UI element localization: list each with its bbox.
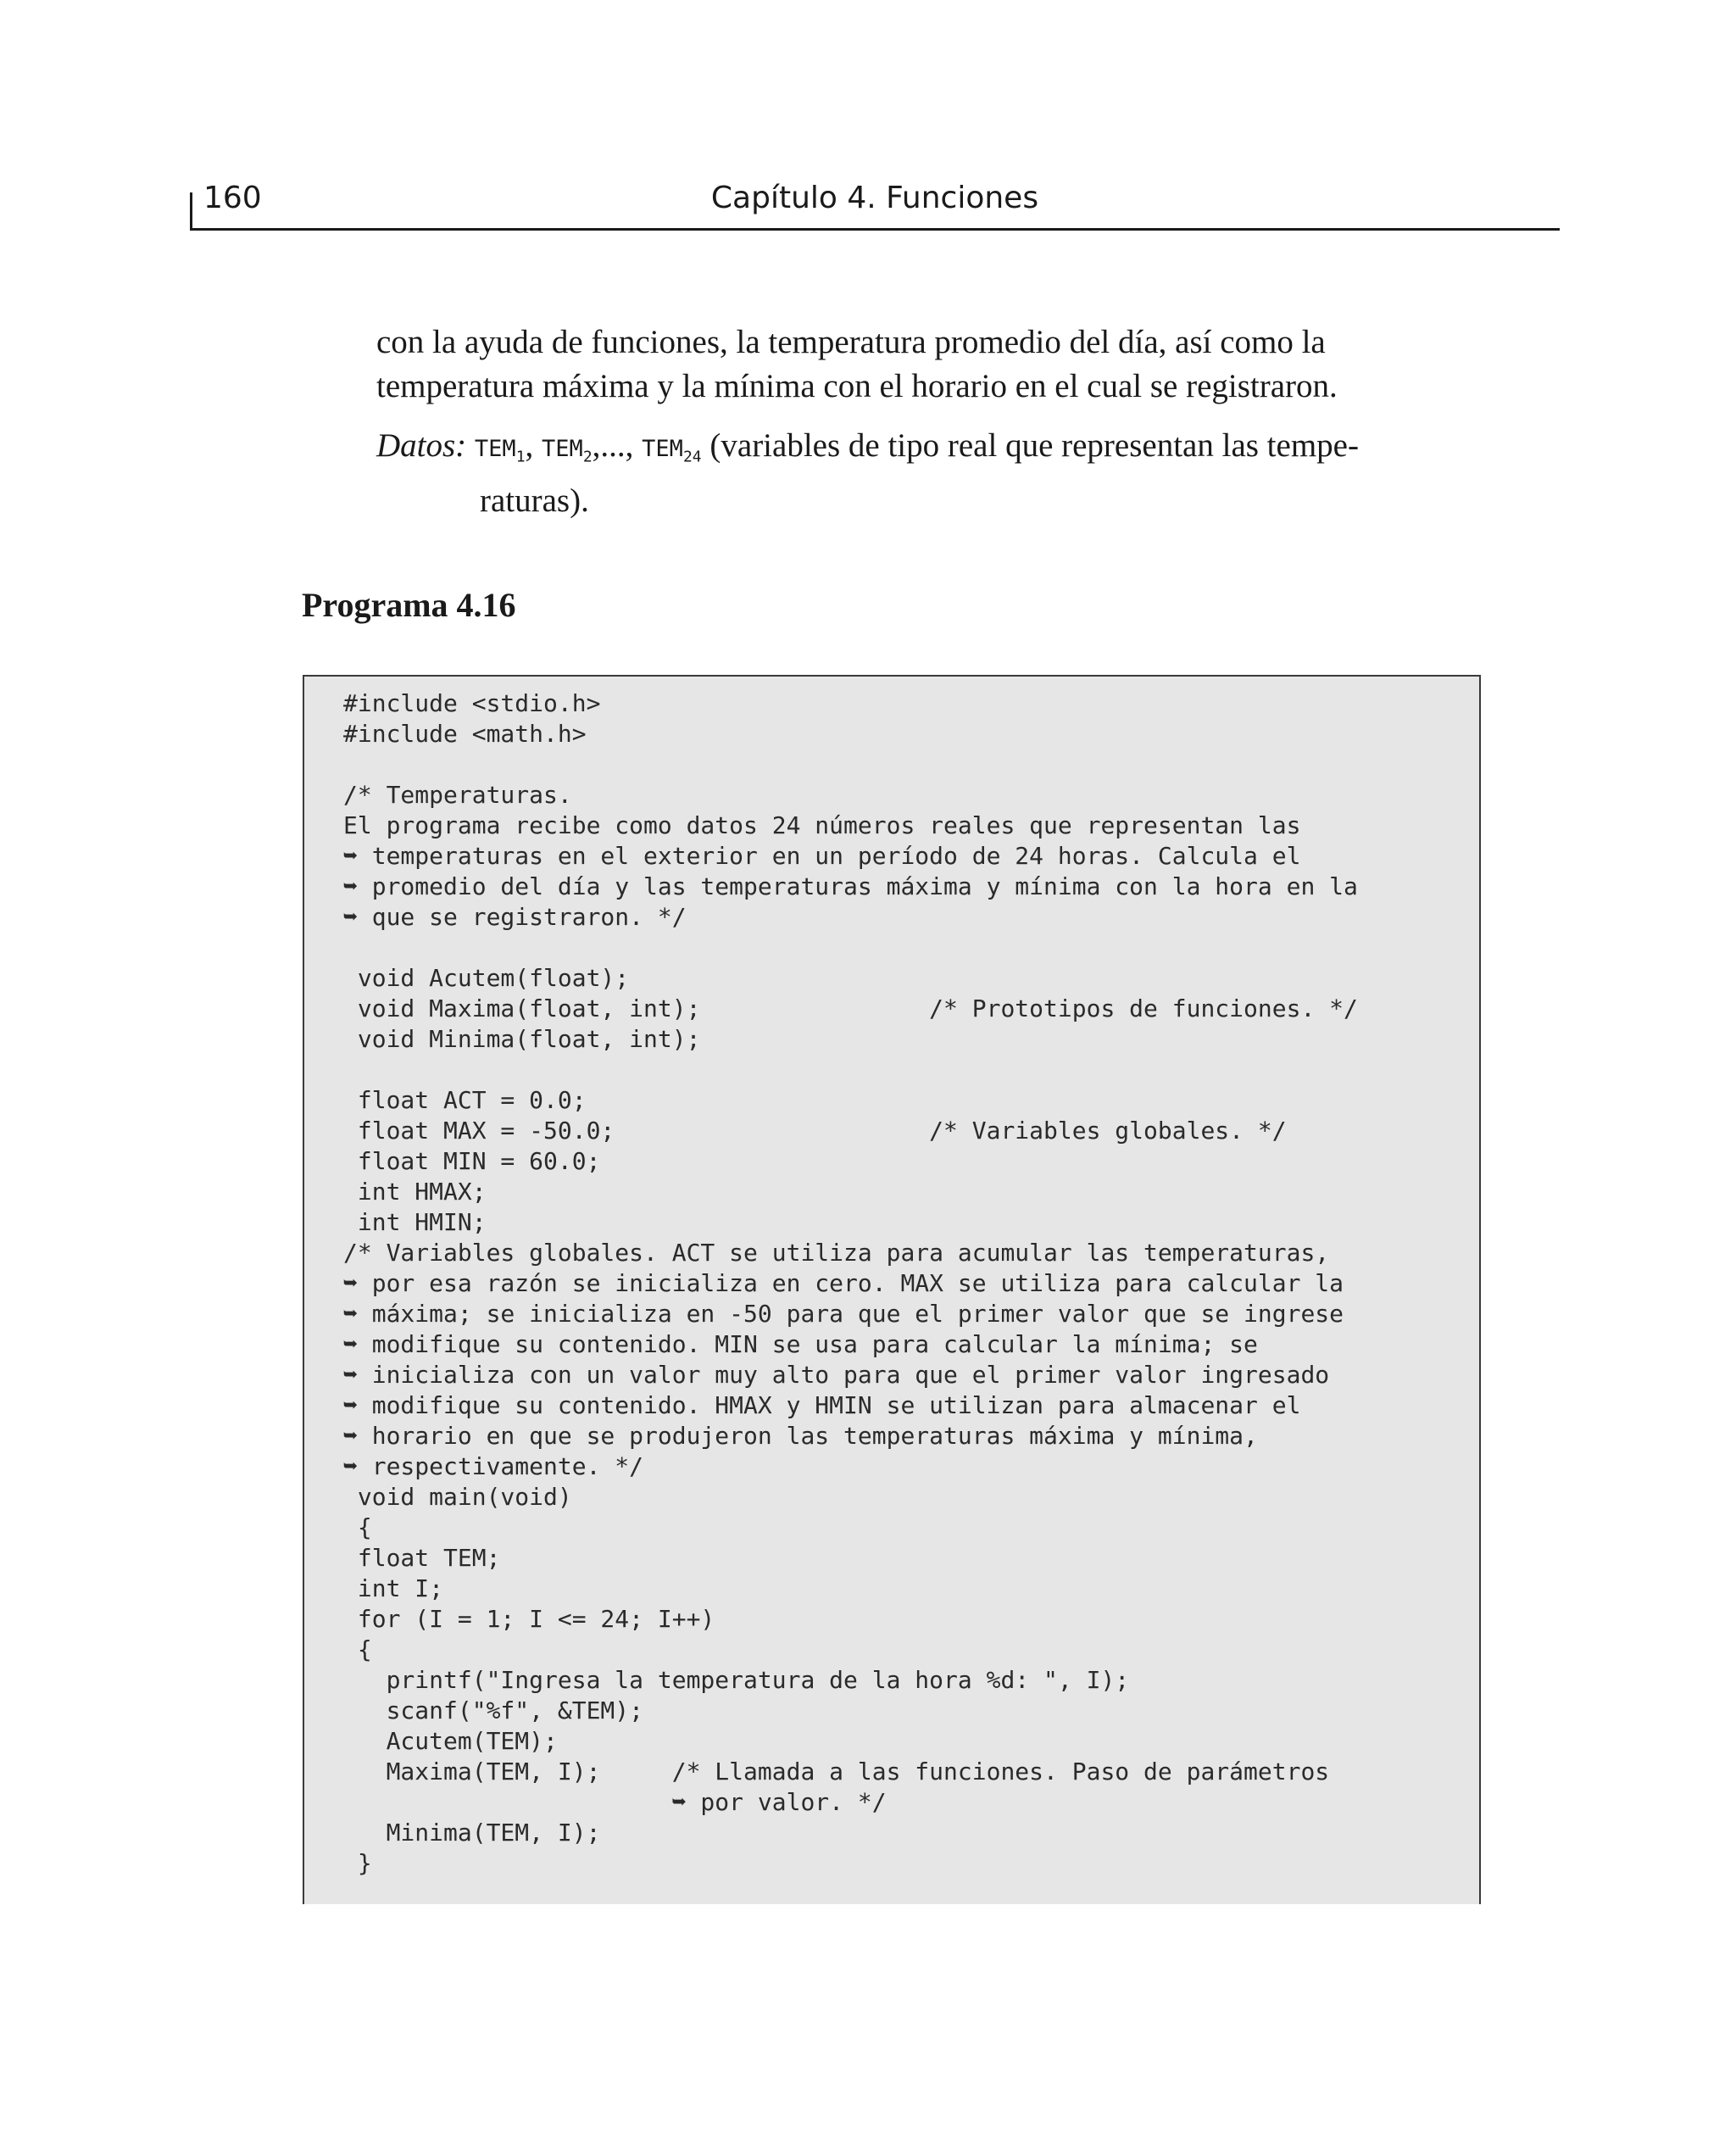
code-line: int HMIN; — [343, 1208, 487, 1236]
running-title: Capítulo 4. Funciones — [710, 181, 1039, 215]
code-block — [343, 688, 1358, 1879]
code-line: float MAX = -50.0; /* Variables globales. */ — [343, 1117, 1287, 1145]
code-line: void Minima(float, int); — [343, 1025, 701, 1053]
code-line: ➥ temperaturas en el exterior en un período de 24 horas. Calcula el — [343, 842, 1301, 870]
page-header — [190, 174, 1560, 231]
code-line: scanf("%f", &TEM); — [343, 1696, 644, 1724]
code-line: ➥ respectivamente. */ — [343, 1452, 644, 1480]
program-title: Programa 4.16 — [302, 586, 516, 624]
code-line: float TEM; — [343, 1544, 501, 1572]
code-line — [343, 1055, 1358, 1085]
code-line: float MIN = 60.0; — [343, 1147, 601, 1175]
code-line: void Maxima(float, int); /* Prototipos de funciones. */ — [343, 994, 1358, 1022]
code-line: ➥ por valor. */ — [343, 1788, 887, 1816]
code-line: ➥ promedio del día y las temperaturas máxima y mínima con la hora en la — [343, 872, 1358, 900]
code-line: void Acutem(float); — [343, 964, 630, 992]
code-line: Acutem(TEM); — [343, 1727, 558, 1755]
code-line: { — [343, 1513, 372, 1541]
code-line: int HMAX; — [343, 1178, 487, 1206]
code-line: ➥ por esa razón se inicializa en cero. MAX se utiliza para calcular la — [343, 1269, 1344, 1297]
sep-1: , — [525, 427, 542, 464]
code-line: for (I = 1; I <= 24; I++) — [343, 1605, 715, 1633]
code-line: ➥ máxima; se inicializa en -50 para que el primer valor que se ingrese — [343, 1300, 1344, 1328]
code-line: } — [343, 1849, 372, 1877]
var-tem24: $TEM_{24}$ — [642, 436, 702, 466]
code-line: { — [343, 1635, 372, 1663]
code-line: /* Variables globales. ACT se utiliza para acumular las temperaturas, — [343, 1239, 1330, 1267]
code-line: #include <stdio.h> — [343, 689, 601, 717]
var-tem1: $TEM_1$ — [474, 436, 526, 466]
var-tem2: $TEM_2$ — [542, 436, 593, 466]
code-line: ➥ inicializa con un valor muy alto para que el primer valor ingresado — [343, 1361, 1330, 1389]
datos-description-1: (variables de tipo real que representan las tempe- — [701, 427, 1359, 464]
code-line: ➥ modifique su contenido. HMAX y HMIN se utilizan para almacenar el — [343, 1391, 1301, 1419]
code-line: int I; — [343, 1574, 444, 1602]
code-line: Maxima(TEM, I); /* Llamada a las funciones. Paso de parámetros — [343, 1758, 1330, 1786]
code-line — [343, 749, 1358, 780]
datos-description-2: raturas). — [480, 482, 589, 520]
code-line: void main(void) — [343, 1483, 572, 1511]
code-line: El programa recibe como datos 24 números reales que representan las — [343, 811, 1301, 839]
code-line: Minima(TEM, I); — [343, 1819, 601, 1847]
page-number: 160 — [203, 181, 262, 215]
code-line — [343, 933, 1358, 963]
code-line: float ACT = 0.0; — [343, 1086, 587, 1114]
code-listing — [303, 675, 1481, 1904]
code-line: #include <math.h> — [343, 720, 587, 748]
datos-block — [376, 424, 1487, 523]
code-line: ➥ que se registraron. */ — [343, 903, 687, 931]
code-line: printf("Ingresa la temperatura de la hora %d: ", I); — [343, 1666, 1130, 1694]
sep-ellipsis: ,..., — [592, 427, 643, 464]
code-line: ➥ modifique su contenido. MIN se usa para calcular la mínima; se — [343, 1330, 1258, 1358]
intro-paragraph: con la ayuda de funciones, la temperatura promedio del día, así como la temperatura máxima y la mínima con el horario en el cual se registraron. — [376, 324, 1338, 404]
code-line: ➥ horario en que se produjeron las temperaturas máxima y mínima, — [343, 1422, 1258, 1450]
datos-label: Datos: — [376, 427, 467, 464]
code-line: /* Temperaturas. — [343, 781, 572, 809]
